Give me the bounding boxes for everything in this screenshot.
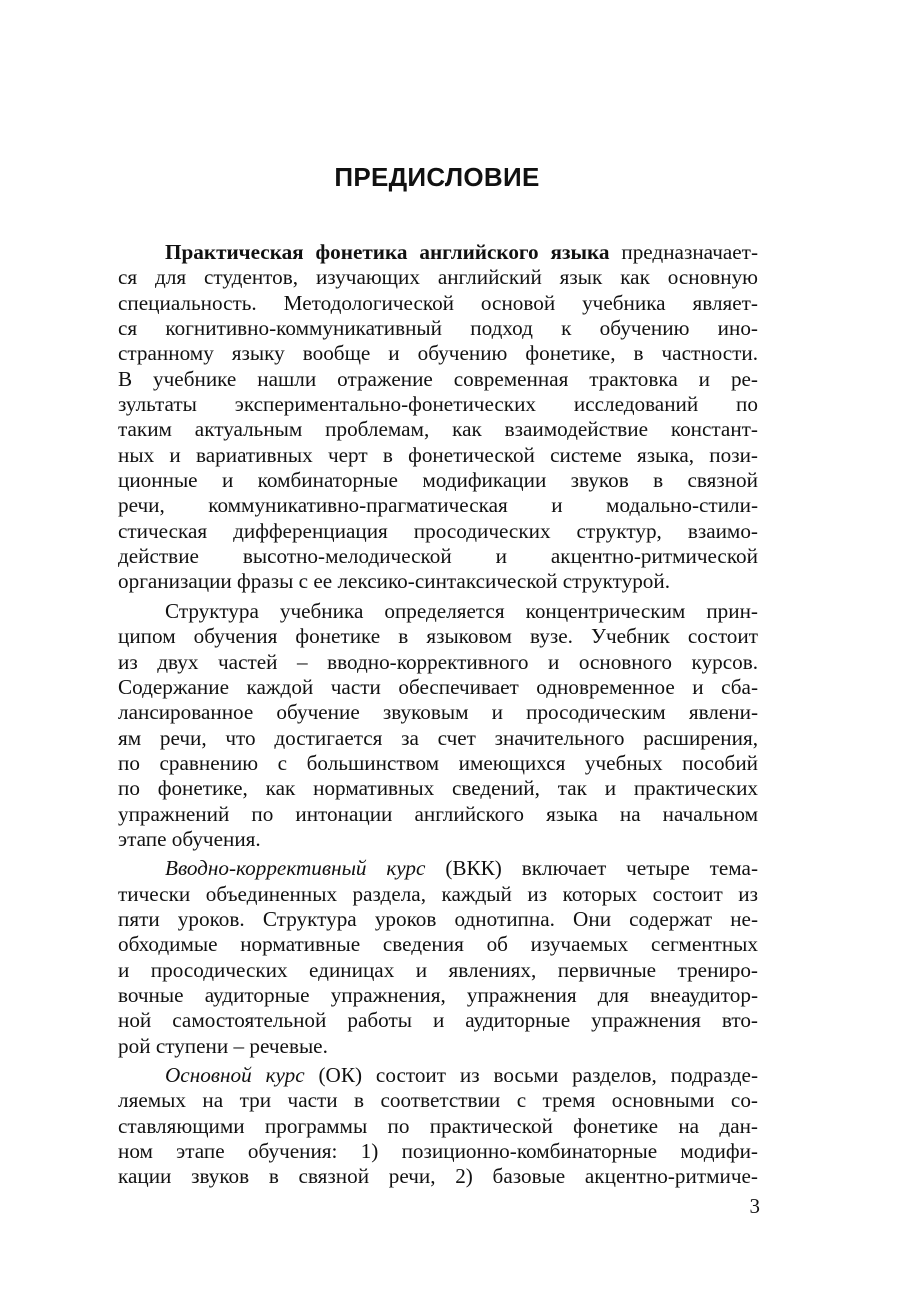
text-line: Практическая фонетика английского языка предназначает-	[165, 240, 758, 264]
paragraph-intro	[118, 240, 758, 595]
body-text	[118, 240, 758, 1190]
course-term-italic: Вводно-коррективный курс	[165, 856, 426, 881]
text-line: этапе обучения.	[118, 826, 261, 851]
text-line: упражнений по интонации английского языка на начальном	[118, 801, 758, 826]
text-line: В учебнике нашли отражение современная трактовка и ре-	[118, 366, 758, 391]
paragraph-vkk	[118, 856, 758, 1059]
text-line: Вводно-коррективный курс (ВКК) включает четыре тема-	[165, 856, 758, 881]
text-line: ся когнитивно-коммуникативный подход к обучению ино-	[118, 316, 758, 341]
paragraph-structure	[118, 599, 758, 852]
book-title-bold: Практическая фонетика английского языка	[165, 240, 610, 264]
text-line: речи, коммуникативно-прагматическая и модально-стили-	[118, 493, 758, 518]
text-line: ставляющими программы по практической фонетике на дан-	[118, 1113, 758, 1138]
text-line: действие высотно-мелодической и акцентно-ритмической	[118, 544, 758, 569]
text-line: по фонетике, как нормативных сведений, так и практических	[118, 776, 758, 801]
text-line: рой ступени – речевые.	[118, 1033, 328, 1058]
text-line: по сравнению с большинством имеющихся учебных пособий	[118, 750, 758, 775]
page-title: ПРЕДИСЛОВИЕ	[334, 162, 540, 192]
text-line: специальность. Методологической основой учебника являет-	[118, 290, 758, 315]
text-line: ных и вариативных черт в фонетической системе языка, пози-	[118, 442, 758, 467]
text-line: ной самостоятельной работы и аудиторные упражнения вто-	[118, 1008, 758, 1033]
page-number: 3	[749, 1194, 760, 1218]
text-line: Структура учебника определяется концентрическим прин-	[165, 598, 758, 623]
course-term-italic: Основной курс	[165, 1063, 305, 1087]
text-line: лансированное обучение звуковым и просодическим явлени-	[118, 700, 758, 725]
text-line: тически объединенных раздела, каждый из которых состоит из	[118, 881, 758, 906]
text-line: и просодических единицах и явлениях, первичные трениро-	[118, 957, 758, 982]
text-line: ям речи, что достигается за счет значительного расширения,	[118, 725, 758, 750]
text-line: ся для студентов, изучающих английский язык как основную	[118, 265, 758, 290]
text-line: вочные аудиторные упражнения, упражнения для внеаудитор-	[118, 982, 758, 1007]
text-line: стическая дифференциация просодических структур, взаимо-	[118, 518, 758, 543]
text-line: ципом обучения фонетике в языковом вузе. Учебник состоит	[118, 624, 758, 649]
text-line: Содержание каждой части обеспечивает одновременное и сба-	[118, 674, 758, 699]
text-line: обходимые нормативные сведения об изучаемых сегментных	[118, 932, 758, 957]
text-line: из двух частей – вводно-коррективного и основного курсов.	[118, 649, 758, 674]
text-line: ном этапе обучения: 1) позиционно-комбинаторные модифи-	[118, 1139, 758, 1164]
text-line: пяти уроков. Структура уроков однотипна. Они содержат не-	[118, 906, 758, 931]
text-line: ляемых на три части в соответствии с тремя основными со-	[118, 1088, 758, 1113]
paragraph-ok	[118, 1063, 758, 1190]
text-line: ционные и комбинаторные модификации звуков в связной	[118, 468, 758, 493]
text-line: Основной курс (ОК) состоит из восьми разделов, подразде-	[165, 1063, 758, 1087]
text-line: кации звуков в связной речи, 2) базовые акцентно-ритмиче-	[118, 1164, 758, 1189]
text-line: организации фразы с ее лексико-синтаксической структурой.	[118, 569, 671, 594]
text-line: зультаты экспериментально-фонетических исследований по	[118, 392, 758, 417]
text-line: таким актуальным проблемам, как взаимодействие констант-	[118, 417, 758, 442]
text-line: странному языку вообще и обучению фонетике, в частности.	[118, 341, 758, 366]
